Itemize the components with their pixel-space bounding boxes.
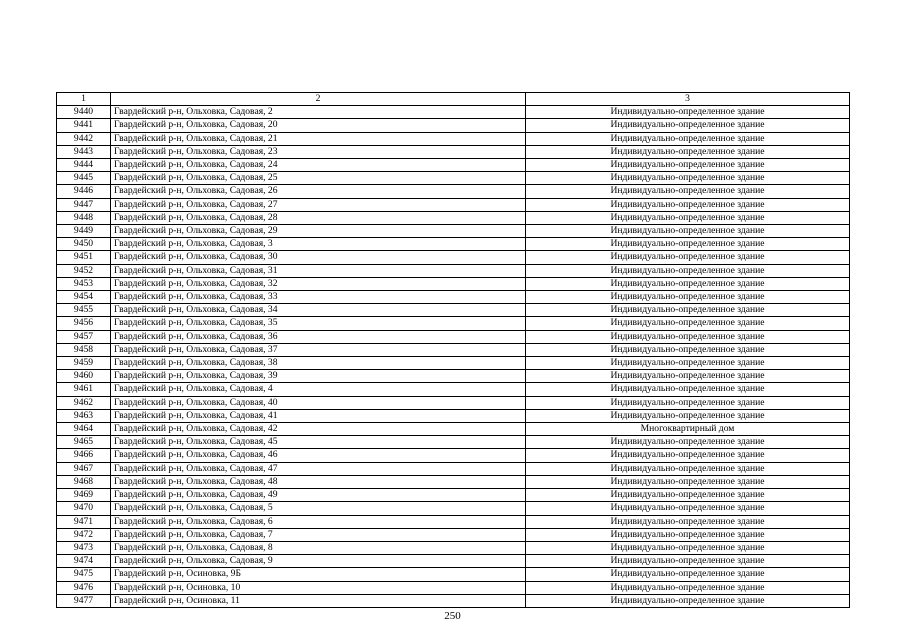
cell-object-type: Индивидуально-определенное здание — [526, 449, 850, 462]
table-row — [57, 251, 850, 264]
cell-object-type: Индивидуально-определенное здание — [526, 291, 850, 304]
cell-address: Гвардейский р-н, Осиновка, 11 — [111, 594, 526, 607]
cell-record-number: 9465 — [57, 436, 111, 449]
cell-record-number: 9454 — [57, 291, 111, 304]
cell-address: Гвардейский р-н, Ольховка, Садовая, 46 — [111, 449, 526, 462]
cell-address: Гвардейский р-н, Ольховка, Садовая, 41 — [111, 409, 526, 422]
cell-object-type: Индивидуально-определенное здание — [526, 568, 850, 581]
cell-address: Гвардейский р-н, Ольховка, Садовая, 6 — [111, 515, 526, 528]
table-row — [57, 489, 850, 502]
table-row — [57, 528, 850, 541]
cell-address: Гвардейский р-н, Ольховка, Садовая, 20 — [111, 119, 526, 132]
cell-object-type: Индивидуально-определенное здание — [526, 396, 850, 409]
cell-record-number: 9467 — [57, 462, 111, 475]
cell-object-type: Индивидуально-определенное здание — [526, 594, 850, 607]
table-row — [57, 330, 850, 343]
table-row — [57, 449, 850, 462]
table-row — [57, 568, 850, 581]
cell-record-number: 9461 — [57, 383, 111, 396]
table-row — [57, 238, 850, 251]
cell-address: Гвардейский р-н, Ольховка, Садовая, 49 — [111, 489, 526, 502]
table-row — [57, 291, 850, 304]
table-row — [57, 225, 850, 238]
table-row — [57, 159, 850, 172]
table-row — [57, 436, 850, 449]
column-header-number: 1 — [57, 93, 111, 106]
document-page — [56, 92, 849, 608]
cell-record-number: 9458 — [57, 343, 111, 356]
cell-object-type: Индивидуально-определенное здание — [526, 238, 850, 251]
table-row — [57, 106, 850, 119]
cell-object-type: Индивидуально-определенное здание — [526, 304, 850, 317]
cell-record-number: 9441 — [57, 119, 111, 132]
table-row — [57, 172, 850, 185]
cell-address: Гвардейский р-н, Ольховка, Садовая, 2 — [111, 106, 526, 119]
cell-object-type: Индивидуально-определенное здание — [526, 581, 850, 594]
cell-object-type: Индивидуально-определенное здание — [526, 106, 850, 119]
cell-record-number: 9463 — [57, 409, 111, 422]
cell-record-number: 9472 — [57, 528, 111, 541]
cell-address: Гвардейский р-н, Осиновка, 9Б — [111, 568, 526, 581]
cell-record-number: 9477 — [57, 594, 111, 607]
table-row — [57, 304, 850, 317]
cell-record-number: 9466 — [57, 449, 111, 462]
cell-record-number: 9455 — [57, 304, 111, 317]
cell-object-type: Индивидуально-определенное здание — [526, 475, 850, 488]
table-row — [57, 581, 850, 594]
cell-address: Гвардейский р-н, Ольховка, Садовая, 28 — [111, 211, 526, 224]
cell-address: Гвардейский р-н, Ольховка, Садовая, 21 — [111, 132, 526, 145]
cell-record-number: 9451 — [57, 251, 111, 264]
cell-address: Гвардейский р-н, Ольховка, Садовая, 36 — [111, 330, 526, 343]
cell-object-type: Индивидуально-определенное здание — [526, 343, 850, 356]
cell-record-number: 9474 — [57, 555, 111, 568]
table-row — [57, 475, 850, 488]
cell-record-number: 9449 — [57, 225, 111, 238]
cell-object-type: Индивидуально-определенное здание — [526, 436, 850, 449]
table-row — [57, 145, 850, 158]
table-row — [57, 357, 850, 370]
cell-address: Гвардейский р-н, Ольховка, Садовая, 9 — [111, 555, 526, 568]
cell-address: Гвардейский р-н, Ольховка, Садовая, 27 — [111, 198, 526, 211]
cell-record-number: 9448 — [57, 211, 111, 224]
table-row — [57, 383, 850, 396]
page-number: 250 — [444, 610, 461, 622]
cell-record-number: 9452 — [57, 264, 111, 277]
cell-object-type: Индивидуально-определенное здание — [526, 251, 850, 264]
cell-address: Гвардейский р-н, Ольховка, Садовая, 29 — [111, 225, 526, 238]
table-row — [57, 119, 850, 132]
cell-object-type: Индивидуально-определенное здание — [526, 277, 850, 290]
table-row — [57, 409, 850, 422]
table-row — [57, 132, 850, 145]
table-row — [57, 555, 850, 568]
table-row — [57, 594, 850, 607]
cell-address: Гвардейский р-н, Ольховка, Садовая, 30 — [111, 251, 526, 264]
cell-address: Гвардейский р-н, Ольховка, Садовая, 7 — [111, 528, 526, 541]
table-row — [57, 515, 850, 528]
cell-record-number: 9456 — [57, 317, 111, 330]
cell-object-type: Индивидуально-определенное здание — [526, 185, 850, 198]
cell-record-number: 9450 — [57, 238, 111, 251]
cell-record-number: 9468 — [57, 475, 111, 488]
table-row — [57, 462, 850, 475]
cell-object-type: Индивидуально-определенное здание — [526, 132, 850, 145]
cell-address: Гвардейский р-н, Ольховка, Садовая, 37 — [111, 343, 526, 356]
cell-record-number: 9469 — [57, 489, 111, 502]
table-row — [57, 198, 850, 211]
cell-record-number: 9443 — [57, 145, 111, 158]
cell-address: Гвардейский р-н, Ольховка, Садовая, 32 — [111, 277, 526, 290]
cell-object-type: Индивидуально-определенное здание — [526, 383, 850, 396]
cell-record-number: 9462 — [57, 396, 111, 409]
cell-record-number: 9457 — [57, 330, 111, 343]
registry-table-body — [57, 93, 850, 608]
cell-object-type: Индивидуально-определенное здание — [526, 145, 850, 158]
cell-object-type: Индивидуально-определенное здание — [526, 370, 850, 383]
cell-address: Гвардейский р-н, Ольховка, Садовая, 42 — [111, 423, 526, 436]
cell-address: Гвардейский р-н, Ольховка, Садовая, 24 — [111, 159, 526, 172]
cell-object-type: Индивидуально-определенное здание — [526, 489, 850, 502]
column-header-address: 2 — [111, 93, 526, 106]
cell-object-type: Индивидуально-определенное здание — [526, 528, 850, 541]
cell-object-type: Индивидуально-определенное здание — [526, 198, 850, 211]
cell-record-number: 9446 — [57, 185, 111, 198]
table-row — [57, 370, 850, 383]
cell-record-number: 9473 — [57, 541, 111, 554]
table-header-row — [57, 93, 850, 106]
cell-address: Гвардейский р-н, Ольховка, Садовая, 25 — [111, 172, 526, 185]
cell-record-number: 9459 — [57, 357, 111, 370]
cell-record-number: 9447 — [57, 198, 111, 211]
cell-record-number: 9475 — [57, 568, 111, 581]
table-row — [57, 185, 850, 198]
cell-address: Гвардейский р-н, Ольховка, Садовая, 39 — [111, 370, 526, 383]
cell-address: Гвардейский р-н, Ольховка, Садовая, 35 — [111, 317, 526, 330]
column-header-object-type: 3 — [526, 93, 850, 106]
cell-address: Гвардейский р-н, Ольховка, Садовая, 23 — [111, 145, 526, 158]
cell-record-number: 9464 — [57, 423, 111, 436]
cell-record-number: 9442 — [57, 132, 111, 145]
cell-address: Гвардейский р-н, Осиновка, 10 — [111, 581, 526, 594]
table-row — [57, 396, 850, 409]
cell-object-type: Индивидуально-определенное здание — [526, 119, 850, 132]
table-row — [57, 277, 850, 290]
cell-object-type: Индивидуально-определенное здание — [526, 462, 850, 475]
cell-address: Гвардейский р-н, Ольховка, Садовая, 45 — [111, 436, 526, 449]
cell-object-type: Индивидуально-определенное здание — [526, 555, 850, 568]
cell-record-number: 9453 — [57, 277, 111, 290]
table-row — [57, 423, 850, 436]
cell-address: Гвардейский р-н, Ольховка, Садовая, 34 — [111, 304, 526, 317]
table-row — [57, 211, 850, 224]
cell-object-type: Индивидуально-определенное здание — [526, 515, 850, 528]
cell-object-type: Индивидуально-определенное здание — [526, 357, 850, 370]
registry-table — [56, 92, 850, 608]
cell-record-number: 9460 — [57, 370, 111, 383]
cell-address: Гвардейский р-н, Ольховка, Садовая, 47 — [111, 462, 526, 475]
cell-object-type: Индивидуально-определенное здание — [526, 409, 850, 422]
cell-object-type: Многоквартирный дом — [526, 423, 850, 436]
table-row — [57, 343, 850, 356]
cell-object-type: Индивидуально-определенное здание — [526, 159, 850, 172]
cell-object-type: Индивидуально-определенное здание — [526, 172, 850, 185]
cell-object-type: Индивидуально-определенное здание — [526, 264, 850, 277]
cell-record-number: 9440 — [57, 106, 111, 119]
cell-address: Гвардейский р-н, Ольховка, Садовая, 33 — [111, 291, 526, 304]
cell-record-number: 9476 — [57, 581, 111, 594]
cell-object-type: Индивидуально-определенное здание — [526, 211, 850, 224]
table-row — [57, 317, 850, 330]
cell-address: Гвардейский р-н, Ольховка, Садовая, 3 — [111, 238, 526, 251]
cell-address: Гвардейский р-н, Ольховка, Садовая, 48 — [111, 475, 526, 488]
cell-address: Гвардейский р-н, Ольховка, Садовая, 8 — [111, 541, 526, 554]
cell-object-type: Индивидуально-определенное здание — [526, 330, 850, 343]
cell-address: Гвардейский р-н, Ольховка, Садовая, 4 — [111, 383, 526, 396]
cell-record-number: 9444 — [57, 159, 111, 172]
cell-address: Гвардейский р-н, Ольховка, Садовая, 38 — [111, 357, 526, 370]
cell-address: Гвардейский р-н, Ольховка, Садовая, 5 — [111, 502, 526, 515]
table-row — [57, 264, 850, 277]
cell-object-type: Индивидуально-определенное здание — [526, 541, 850, 554]
cell-address: Гвардейский р-н, Ольховка, Садовая, 40 — [111, 396, 526, 409]
table-row — [57, 541, 850, 554]
cell-object-type: Индивидуально-определенное здание — [526, 502, 850, 515]
cell-object-type: Индивидуально-определенное здание — [526, 317, 850, 330]
cell-record-number: 9470 — [57, 502, 111, 515]
cell-address: Гвардейский р-н, Ольховка, Садовая, 26 — [111, 185, 526, 198]
cell-address: Гвардейский р-н, Ольховка, Садовая, 31 — [111, 264, 526, 277]
cell-object-type: Индивидуально-определенное здание — [526, 225, 850, 238]
table-row — [57, 502, 850, 515]
cell-record-number: 9471 — [57, 515, 111, 528]
cell-record-number: 9445 — [57, 172, 111, 185]
